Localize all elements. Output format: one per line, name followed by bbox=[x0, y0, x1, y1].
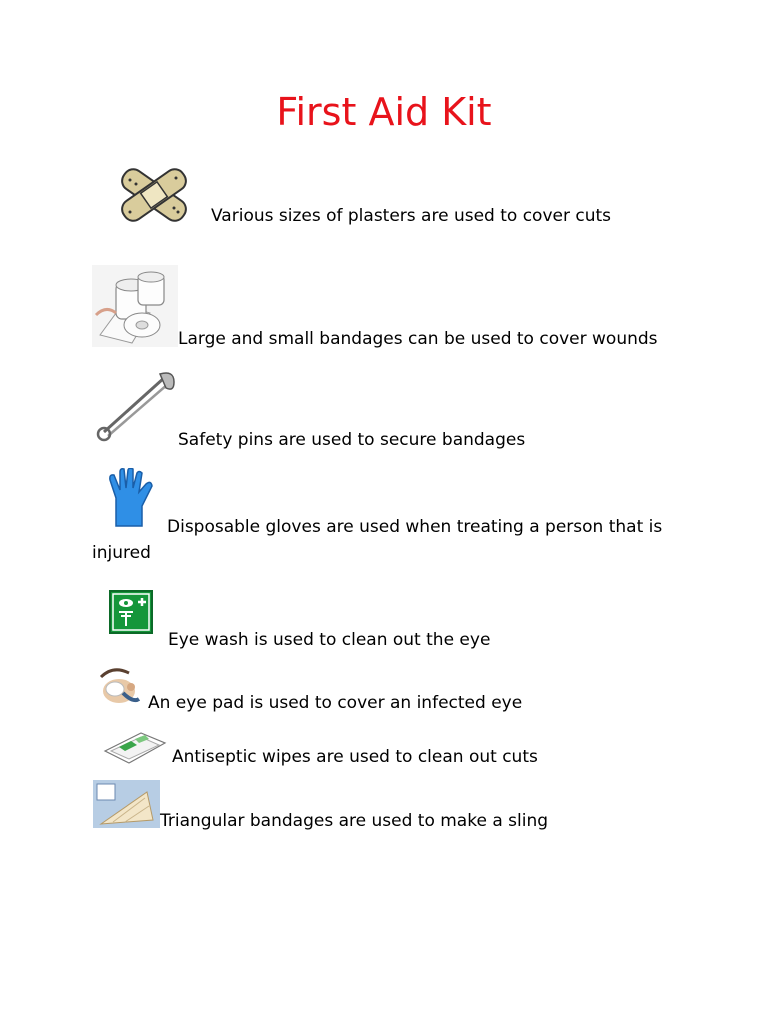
item-text-eye-wash: Eye wash is used to clean out the eye bbox=[168, 630, 491, 650]
triangular-bandage-icon bbox=[93, 780, 160, 828]
eye-wash-sign-icon bbox=[109, 590, 153, 634]
item-text-eye-pad: An eye pad is used to cover an infected eye bbox=[148, 693, 523, 713]
plaster-icon bbox=[108, 160, 200, 230]
item-text-antiseptic-wipes: Antiseptic wipes are used to clean out cuts bbox=[172, 747, 538, 767]
item-text-gloves bbox=[92, 514, 682, 566]
item-text-gloves-content: Disposable gloves are used when treating a person that is injured bbox=[92, 517, 663, 563]
page-title: First Aid Kit bbox=[276, 90, 492, 134]
item-text-triangular-bandages: Triangular bandages are used to make a sling bbox=[160, 811, 549, 831]
eye-pad-icon bbox=[93, 663, 143, 713]
bandage-rolls-icon bbox=[92, 265, 178, 347]
antiseptic-wipes-icon bbox=[101, 725, 169, 767]
safety-pin-icon bbox=[94, 366, 178, 442]
item-text-safety-pins: Safety pins are used to secure bandages bbox=[178, 430, 526, 450]
item-text-plasters: Various sizes of plasters are used to cover cuts bbox=[211, 206, 612, 226]
item-text-bandages: Large and small bandages can be used to cover wounds bbox=[178, 329, 658, 349]
